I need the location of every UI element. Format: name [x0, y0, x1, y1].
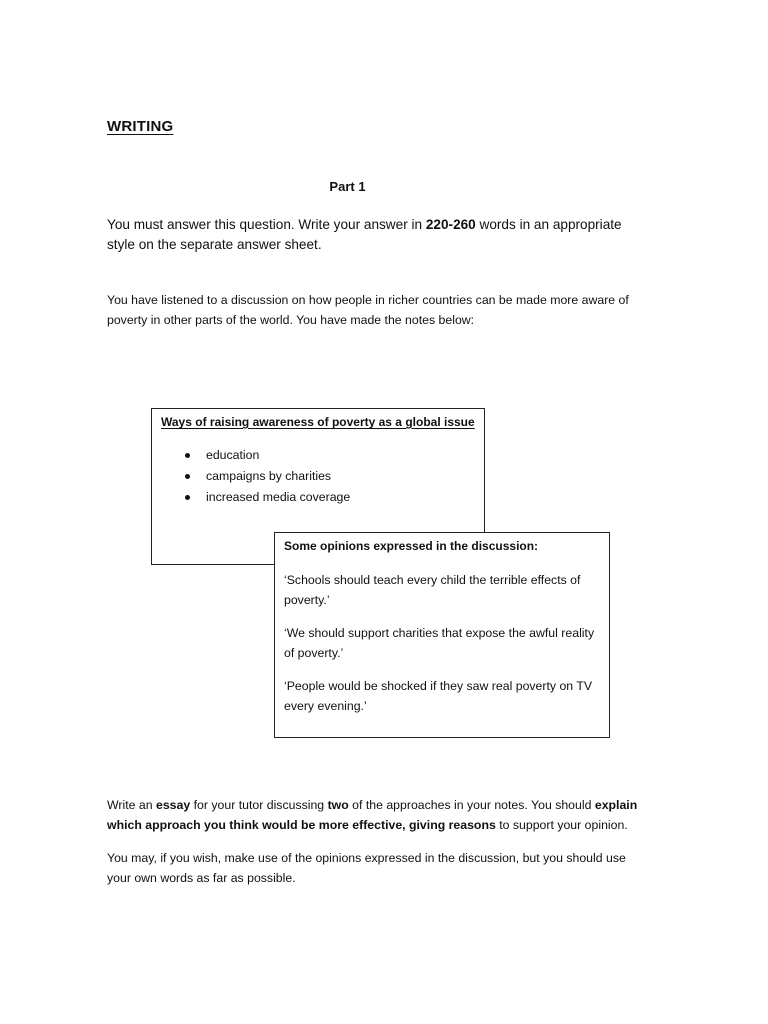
instructions-paragraph — [107, 215, 652, 255]
task-emphasis: essay — [155, 798, 191, 812]
list-item: campaigns by charities — [152, 466, 350, 487]
instructions-text-start: You must answer this question. Write your answer in — [107, 217, 426, 232]
bullet-icon — [185, 453, 190, 458]
list-item: education — [152, 445, 350, 466]
opinion-quote: ‘We should support charities that expose the awful reality of poverty.’ — [284, 626, 595, 660]
task-emphasis: explain which approach you think would be more effective, giving reasons — [107, 798, 638, 832]
note-paragraph: You may, if you wish, make use of the opinions expressed in the discussion, but you should use your own words as far as possible. — [107, 851, 626, 885]
part-label: Part 1 — [329, 179, 366, 194]
task-paragraph: Write an essay for your tutor discussing two of the approaches in your notes. You should explain which approach you think would be more effective, giving reasons to support your opinion. — [107, 798, 638, 832]
opinions-box — [274, 532, 610, 738]
context-paragraph: You have listened to a discussion on how people in richer countries can be made more aware of poverty in other parts of the world. You have made the notes below: — [107, 293, 629, 327]
opinions-box-title: Some opinions expressed in the discussion: — [284, 539, 539, 553]
task-emphasis: two — [327, 798, 349, 812]
section-heading: WRITING — [107, 118, 174, 135]
opinion-quote: ‘Schools should teach every child the terrible effects of poverty.’ — [284, 573, 581, 607]
opinion-quote: ‘People would be shocked if they saw real poverty on TV every evening.’ — [284, 679, 593, 713]
list-item: increased media coverage — [152, 487, 350, 508]
bullet-icon — [185, 495, 190, 500]
notes-list — [152, 445, 350, 508]
word-range: 220-260 — [425, 217, 476, 232]
notes-box-title: Ways of raising awareness of poverty as a global issue — [161, 415, 475, 429]
instructions-text-end: words in an appropriate style on the separate answer sheet. — [107, 217, 622, 252]
bullet-icon — [185, 474, 190, 479]
